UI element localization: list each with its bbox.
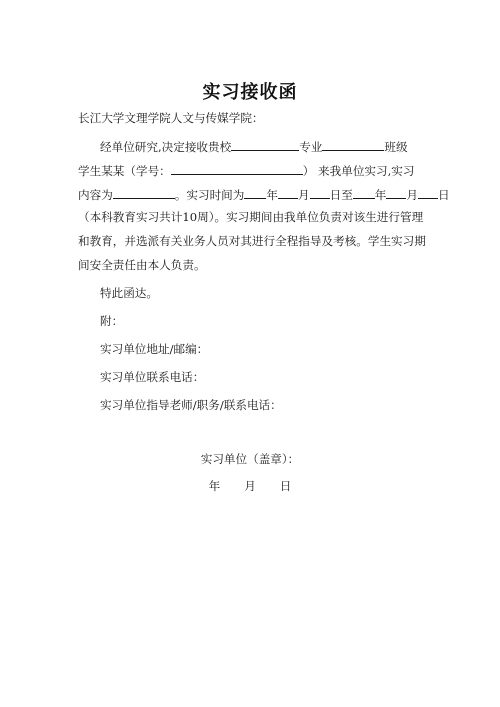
fill-blank-end-day [418, 186, 438, 199]
salutation: 长江大学文理学院人文与传媒学院： [78, 111, 264, 125]
signature-date [0, 478, 500, 494]
body-text: 。实习时间为 [174, 188, 245, 202]
body-text: 专业 [299, 140, 323, 154]
body-text: 班级 [384, 140, 408, 154]
attachment-phone: 实习单位联系电话： [100, 370, 205, 384]
fill-blank-end-month [386, 186, 406, 199]
body-text: 月 [406, 188, 419, 202]
signature-year: 年 [208, 479, 221, 493]
signature-day: 日 [279, 479, 292, 493]
attachment-label: 附： [100, 314, 124, 328]
fill-blank-student-id [171, 162, 303, 175]
body-line-1 [100, 138, 430, 154]
body-text: 年 [374, 188, 387, 202]
body-line-4: （本科教育实习共计10周）。实习期间由我单位负责对该生进行管理 [78, 210, 424, 224]
fill-blank-start-day [310, 186, 330, 199]
body-text: 年 [266, 188, 278, 202]
body-line-2 [78, 162, 428, 178]
body-text: 学生某某（学号： [78, 164, 171, 178]
body-text: 内容为 [78, 188, 113, 202]
signature-unit: 实习单位（盖章）： [200, 452, 300, 466]
fill-blank-end-year [353, 186, 375, 199]
body-text: ） 来我单位实习,实习 [302, 164, 415, 178]
body-text: 经单位研究,决定接收贵校 [100, 140, 232, 154]
fill-blank-start-month [278, 186, 298, 199]
fill-blank-major [322, 138, 384, 151]
fill-blank-school [231, 138, 299, 151]
closing-text: 特此函达。 [100, 286, 158, 300]
body-text: 日至 [329, 188, 353, 202]
fill-blank-start-year [244, 186, 266, 199]
attachment-address: 实习单位地址/邮编： [100, 342, 209, 356]
body-text: 月 [297, 188, 310, 202]
body-line-3 [78, 186, 450, 202]
fill-blank-content [113, 186, 175, 199]
signature-month: 月 [244, 479, 256, 493]
document-title: 实习接收函 [202, 82, 298, 103]
body-line-5: 和教育，并选派有关业务人员对其进行全程指导及考核。学生实习期 [78, 234, 426, 248]
attachment-supervisor: 实习单位指导老师/职务/联系电话： [100, 398, 282, 412]
body-text: 日 [438, 188, 450, 202]
body-line-6: 间安全责任由本人负责。 [78, 258, 206, 272]
